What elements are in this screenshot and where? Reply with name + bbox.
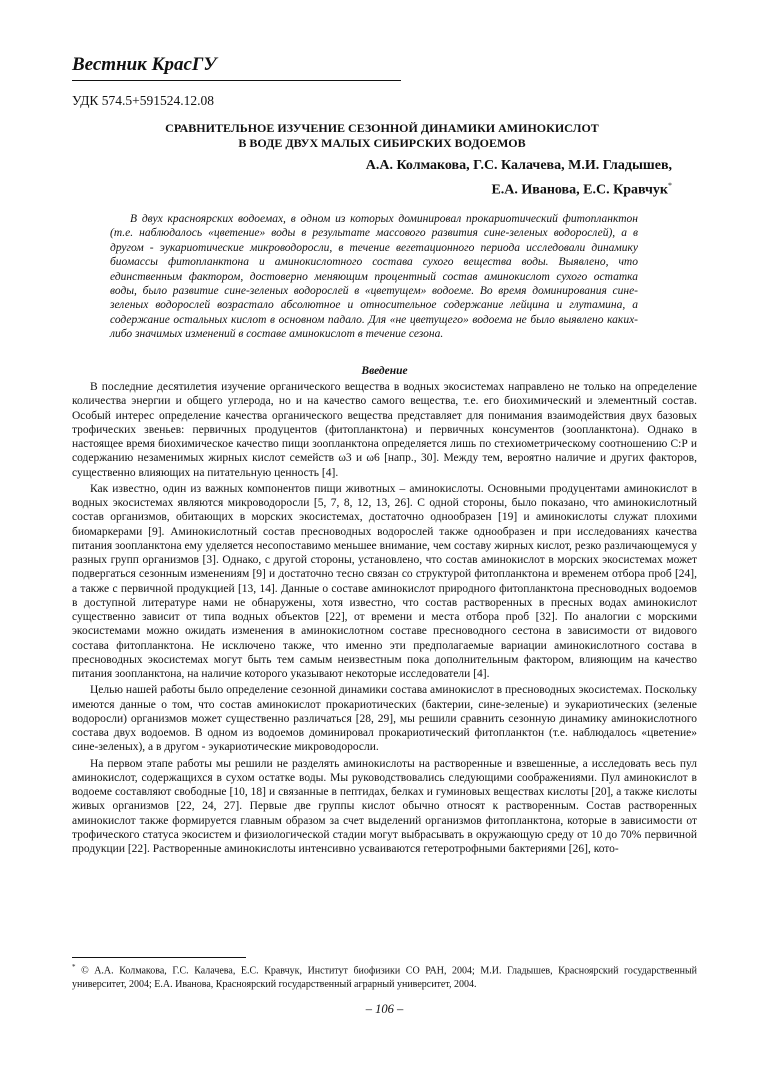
copyright-footnote	[72, 961, 697, 991]
authors-line: А.А. Колмакова, Г.С. Калачева, М.И. Гладышев,	[365, 158, 672, 173]
authors-line	[172, 176, 672, 201]
article-title-line: В ВОДЕ ДВУХ МАЛЫХ СИБИРСКИХ ВОДОЕМОВ	[238, 136, 526, 150]
footnote-text: © А.А. Колмакова, Г.С. Калачева, Е.С. Кравчук, Институт биофизики СО РАН, 2004; М.И. Гладышев, Красноярский государственный университет, 2004; Е.А. Иванова, Красноярский государственный аграрный университет, 2004.	[72, 965, 698, 990]
journal-title-rule	[72, 80, 401, 81]
authors-line-text: Е.А. Иванова, Е.С. Кравчук	[491, 182, 668, 198]
body-paragraph: Целью нашей работы было определение сезонной динамики состава аминокислот в пресноводных экосистемах. Поскольку имеются данные о том, что состав аминокислот прокариотических (бактерии, сине-зеленые) и эукариотических (зеленые водоросли) организмов может существенно различаться [28, 29], мы решили сравнить сезонную динамику аминокислотного состава двух водоемов. В одном из водоемов доминировал прокариотический фитопланктон (т.е. наблюдалось «цветение» сине-зеленых), а в другом - эукариотические микроводоросли.	[72, 684, 697, 754]
journal-title: Вестник КрасГУ	[72, 54, 217, 75]
footnote-rule	[72, 957, 246, 958]
footnote-mark: *	[72, 963, 76, 971]
body-paragraph: На первом этапе работы мы решили не разделять аминокислоты на растворенные и взвешенные, а исследовать весь пул аминокислот, содержащихся в сухом остатке воды. Мы руководствовались следующими соображениями. Пул аминокислот в водоеме составляют свободные [10, 18] и связанные в пептидах, белках и гуминовых веществах кислоты [20], а также кислоты живых организмов [22, 24, 27]. Первые две группы кислот обычно относят к растворенным. Состав растворенных аминокислот также формируется главным образом за счет выделений организмов фитопланктона, которые в зависимости от трофического статуса экосистем и физиологической стадии могут выбрасывать в окружающую среду от 10 до 70% первичной продукции [22]. Растворенные аминокислоты интенсивно усваиваются гетеротрофными бактериями [26], кото-	[72, 757, 697, 855]
page-number: – 106 –	[365, 1002, 404, 1016]
article-title	[110, 121, 654, 151]
abstract: В двух красноярских водоемах, в одном из которых доминировал прокариотический фитопланктон (т.е. наблюдалось «цветение» воды в результате массового развития сине-зеленых водорослей), а в другом - эукариотические микроводоросли, в течение вегетационного периода исследовали динамику биомассы фитопланктона и аминокислотного состава сухого вещества воды. Выявлено, что единственным фактором, достоверно меняющим процентный состав аминокислот сухого остатка воды, было развитие сине-зеленых водорослей в «цветущем» водоеме. Во время доминирования сине-зеленых водорослей возрастало абсолютное и относительное содержание лейцина и глутамина, а содержание остальных кислот в основном падало. Для «не цветущего» водоема не было выявлено каких-либо значимых изменений в составе аминокислот в течение сезона.	[110, 213, 638, 341]
body-paragraph: Как известно, один из важных компонентов пищи животных – аминокислоты. Основными продуцентами аминокислот в водных экосистемах являются микроводоросли [5, 7, 8, 12, 13, 26]. С одной стороны, было показано, что аминокислотный состав организмов, обитающих в морских экосистемах, достаточно однообразен [19] и аминокислоты служат плохими биомаркерами [9]. Аминокислотный состав пресноводных водорослей также однообразен и при исследованиях качества питания зоопланктона ему уделяется несопоставимо меньшее внимание, чем составу жирных кислот, резко различающемуся у разных групп организмов [3]. Однако, с другой стороны, установлено, что состав аминокислот в морских экосистемах может подвергаться сезонным изменениям [9] и достаточно тесно связан со структурой фитопланктона и временем отбора проб [24], а также с первичной продукцией [13, 14]. Данные о составе аминокислот природного фитопланктона пресноводных водоемов в доступной литературе нами не обнаружены, хотя известно, что состав растворенных в пресных водах аминокислот существенно зависит от типа водных объектов [22], от времени и места отбора проб [32]. По аналогии с морскими экосистемами можно ожидать изменения в аминокислотном составе пресноводного сестона в зависимости от видового состава фитопланктона. Не исключено также, что именно эти предполагаемые вариации аминокислотного состава в пресноводных экосистемах могут быть тем самым неизвестным пока дополнительным фактором, влияющим на качество питания зоопланктона, на наличие которого указывают некоторые исследователи [4].	[72, 482, 697, 680]
footnote-marker: *	[668, 181, 672, 190]
article-body	[72, 380, 697, 858]
udk-code: УДК 574.5+591524.12.08	[72, 93, 215, 108]
body-paragraph: В последние десятилетия изучение органического вещества в водных экосистемах направлено не только на определение количества энергии и общего углерода, но и на качество самого вещества, т.е. его биохимический и элементный состав. Особый интерес определение качества органического вещества представляет для понимания взаимодействия двух базовых трофических звеньев: первичных продуцентов (фитопланктона) и первичных консументов (зоопланктона). Однако в настоящее время биохимическое качество пищи зоопланктона определяется лишь по стехиометрическому соотношению С:Р и содержанию незаменимых жирных кислот семейств ω3 и ω6 [напр., 30]. Между тем, вероятно наличие и других факторов, существенно влияющих на питательную ценность [4].	[72, 381, 697, 479]
section-heading: Введение	[361, 365, 408, 377]
article-title-line: СРАВНИТЕЛЬНОЕ ИЗУЧЕНИЕ СЕЗОННОЙ ДИНАМИКИ АМИНОКИСЛОТ	[165, 121, 599, 135]
author-list	[172, 156, 672, 201]
